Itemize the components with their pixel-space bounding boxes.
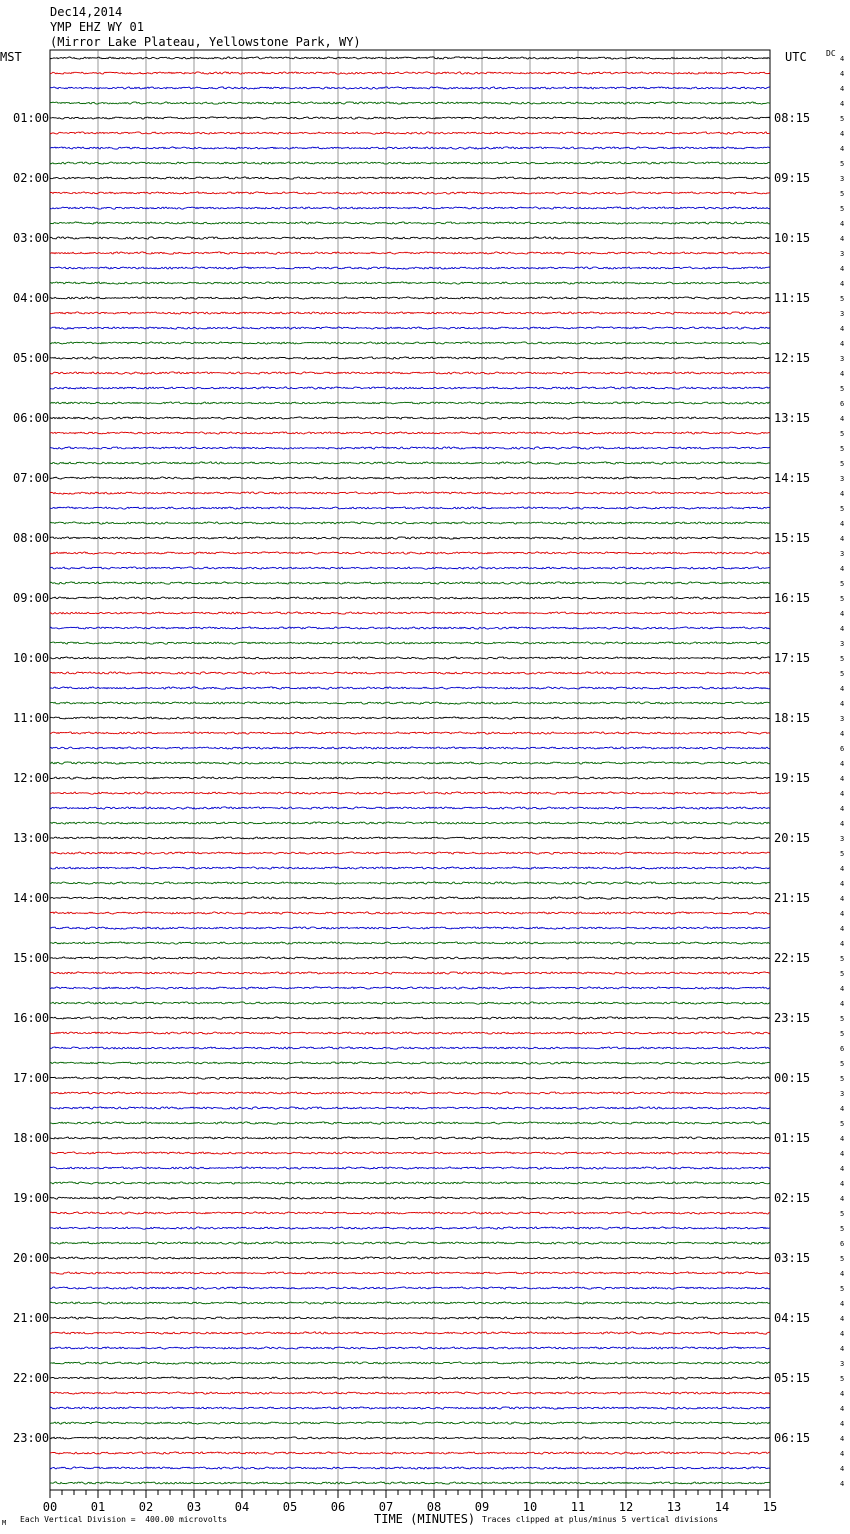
dc-offset-value: 5 [840, 955, 845, 963]
x-tick-label: 15 [762, 1500, 778, 1514]
dc-offset-value: 4 [840, 100, 845, 108]
seismic-trace [50, 867, 770, 869]
seismic-trace [50, 162, 770, 164]
utc-hour-label: 19:15 [774, 771, 811, 785]
seismic-trace [50, 282, 770, 284]
dc-offset-value: 4 [840, 1195, 845, 1203]
dc-offset-value: 5 [840, 160, 845, 168]
dc-offset-value: 4 [840, 940, 845, 948]
mst-hour-label: 05:00 [13, 351, 50, 365]
seismic-trace [50, 72, 770, 74]
dc-offset-value: 5 [840, 655, 845, 663]
mst-hour-label: 11:00 [13, 711, 50, 725]
seismic-trace [50, 1137, 770, 1139]
dc-offset-value: 5 [840, 295, 845, 303]
utc-hour-label: 14:15 [774, 471, 811, 485]
dc-offset-value: 4 [840, 235, 845, 243]
utc-hour-label: 06:15 [774, 1431, 811, 1445]
utc-hour-label: 16:15 [774, 591, 811, 605]
seismic-trace [50, 297, 770, 299]
seismic-trace [50, 687, 770, 689]
dc-offset-value: 3 [840, 355, 845, 363]
seismic-trace [50, 1257, 770, 1259]
dc-offset-value: 4 [840, 265, 845, 273]
dc-offset-value: 5 [840, 850, 845, 858]
seismic-trace [50, 132, 770, 134]
mst-hour-label: 01:00 [13, 111, 50, 125]
mst-hour-label: 03:00 [13, 231, 50, 245]
x-tick-label: 04 [234, 1500, 250, 1514]
seismic-trace [50, 312, 770, 314]
utc-hour-label: 21:15 [774, 891, 811, 905]
seismic-trace [50, 747, 770, 749]
seismic-trace [50, 942, 770, 944]
dc-offset-value: 3 [840, 475, 845, 483]
seismic-trace [50, 612, 770, 614]
seismic-trace [50, 207, 770, 209]
seismic-trace [50, 1062, 770, 1064]
dc-offset-value: 5 [840, 385, 845, 393]
seismic-trace [50, 1392, 770, 1394]
dc-offset-value: 5 [840, 1075, 845, 1083]
dc-offset-value: 5 [840, 580, 845, 588]
seismic-trace [50, 372, 770, 374]
utc-hour-label: 09:15 [774, 171, 811, 185]
mst-hour-label: 15:00 [13, 951, 50, 965]
utc-hour-label: 00:15 [774, 1071, 811, 1085]
seismic-trace [50, 192, 770, 194]
dc-offset-value: 4 [840, 1165, 845, 1173]
utc-hour-label: 10:15 [774, 231, 811, 245]
seismic-trace [50, 57, 770, 59]
dc-offset-value: 4 [840, 865, 845, 873]
dc-offset-value: 5 [840, 505, 845, 513]
mst-hour-label: 21:00 [13, 1311, 50, 1325]
dc-offset-value: 4 [840, 1150, 845, 1158]
seismic-trace [50, 1242, 770, 1244]
seismic-trace [50, 657, 770, 659]
utc-hour-label: 20:15 [774, 831, 811, 845]
seismic-trace [50, 1167, 770, 1169]
seismic-trace [50, 1197, 770, 1199]
mst-hour-label: 19:00 [13, 1191, 50, 1205]
seismic-trace [50, 567, 770, 569]
seismic-trace [50, 957, 770, 959]
local-timezone-label: MST [0, 50, 22, 64]
seismic-trace [50, 222, 770, 224]
dc-offset-value: 4 [840, 880, 845, 888]
dc-offset-value: 4 [840, 1270, 845, 1278]
dc-offset-value: 4 [840, 700, 845, 708]
dc-offset-value: 5 [840, 460, 845, 468]
dc-offset-value: 3 [840, 175, 845, 183]
seismic-trace [50, 882, 770, 884]
utc-hour-label: 18:15 [774, 711, 811, 725]
mst-hour-label: 12:00 [13, 771, 50, 785]
mst-hour-label: 13:00 [13, 831, 50, 845]
seismic-trace [50, 327, 770, 329]
dc-offset-value: 4 [840, 130, 845, 138]
utc-hour-label: 05:15 [774, 1371, 811, 1385]
dc-offset-value: 4 [840, 1300, 845, 1308]
dc-offset-value: 4 [840, 820, 845, 828]
dc-offset-value: 3 [840, 715, 845, 723]
utc-hour-label: 17:15 [774, 651, 811, 665]
seismic-trace [50, 1422, 770, 1424]
dc-offset-value: 4 [840, 610, 845, 618]
clip-note: Traces clipped at plus/minus 5 vertical divisions [482, 1515, 719, 1524]
dc-offset-header: DC [826, 49, 836, 58]
mst-hour-label: 02:00 [13, 171, 50, 185]
seismic-trace [50, 492, 770, 494]
mst-hour-label: 16:00 [13, 1011, 50, 1025]
seismic-trace [50, 1467, 770, 1469]
seismic-trace [50, 897, 770, 899]
seismic-trace [50, 1212, 770, 1214]
dc-offset-value: 5 [840, 595, 845, 603]
mst-hour-label: 06:00 [13, 411, 50, 425]
utc-hour-label: 12:15 [774, 351, 811, 365]
dc-offset-value: 4 [840, 520, 845, 528]
seismic-trace [50, 387, 770, 389]
seismic-trace [50, 1347, 770, 1349]
seismic-trace [50, 1182, 770, 1184]
dc-offset-value: 4 [840, 910, 845, 918]
dc-offset-value: 4 [840, 565, 845, 573]
seismic-trace [50, 432, 770, 434]
seismic-trace [50, 462, 770, 464]
seismic-trace [50, 1092, 770, 1094]
dc-offset-value: 4 [840, 55, 845, 63]
seismic-trace [50, 987, 770, 989]
dc-offset-value: 4 [840, 625, 845, 633]
dc-offset-value: 3 [840, 250, 845, 258]
dc-offset-value: 4 [840, 1180, 845, 1188]
dc-offset-value: 4 [840, 1330, 845, 1338]
seismic-trace [50, 1362, 770, 1364]
mst-hour-label: 18:00 [13, 1131, 50, 1145]
x-tick-label: 07 [378, 1500, 394, 1514]
seismic-trace [50, 237, 770, 239]
seismic-trace [50, 717, 770, 719]
dc-offset-value: 4 [840, 1315, 845, 1323]
seismic-trace [50, 447, 770, 449]
dc-offset-value: 5 [840, 205, 845, 213]
dc-offset-value: 4 [840, 1000, 845, 1008]
dc-offset-value: 3 [840, 310, 845, 318]
dc-offset-value: 4 [840, 220, 845, 228]
seismic-trace [50, 1302, 770, 1304]
dc-offset-value: 5 [840, 1030, 845, 1038]
dc-offset-value: 5 [840, 115, 845, 123]
seismic-trace [50, 702, 770, 704]
dc-offset-value: 4 [840, 1465, 845, 1473]
dc-offset-value: 4 [840, 1135, 845, 1143]
seismic-trace [50, 822, 770, 824]
seismic-trace [50, 762, 770, 764]
utc-hour-label: 23:15 [774, 1011, 811, 1025]
utc-hour-label: 08:15 [774, 111, 811, 125]
dc-offset-value: 4 [840, 1480, 845, 1488]
dc-offset-value: 4 [840, 775, 845, 783]
dc-offset-value: 4 [840, 340, 845, 348]
dc-offset-value: 5 [840, 1285, 845, 1293]
utc-hour-label: 02:15 [774, 1191, 811, 1205]
dc-offset-value: 4 [840, 70, 845, 78]
seismic-trace [50, 522, 770, 524]
seismic-trace [50, 177, 770, 179]
dc-offset-value: 4 [840, 85, 845, 93]
dc-offset-value: 4 [840, 1105, 845, 1113]
seismic-trace [50, 927, 770, 929]
seismic-trace [50, 1332, 770, 1334]
dc-offset-value: 4 [840, 325, 845, 333]
seismic-trace [50, 267, 770, 269]
seismic-trace [50, 912, 770, 914]
dc-offset-value: 3 [840, 640, 845, 648]
seismic-trace [50, 402, 770, 404]
dc-offset-value: 3 [840, 1090, 845, 1098]
mst-hour-label: 23:00 [13, 1431, 50, 1445]
dc-offset-value: 5 [840, 1015, 845, 1023]
seismic-trace [50, 777, 770, 779]
seismic-trace [50, 1452, 770, 1454]
seismic-trace [50, 1152, 770, 1154]
dc-offset-value: 5 [840, 1210, 845, 1218]
seismic-trace [50, 102, 770, 104]
x-tick-label: 14 [714, 1500, 730, 1514]
seismic-trace [50, 1407, 770, 1409]
dc-offset-value: 5 [840, 190, 845, 198]
dc-offset-value: 4 [840, 490, 845, 498]
seismic-trace [50, 1017, 770, 1019]
utc-hour-label: 15:15 [774, 531, 811, 545]
seismic-trace [50, 1437, 770, 1439]
dc-offset-value: 4 [840, 370, 845, 378]
seismic-trace [50, 627, 770, 629]
mst-hour-label: 17:00 [13, 1071, 50, 1085]
dc-offset-value: 4 [840, 760, 845, 768]
dc-offset-value: 5 [840, 445, 845, 453]
utc-hour-label: 11:15 [774, 291, 811, 305]
dc-offset-value: 6 [840, 400, 845, 408]
dc-offset-value: 4 [840, 895, 845, 903]
dc-offset-value: 4 [840, 415, 845, 423]
mst-hour-label: 07:00 [13, 471, 50, 485]
dc-offset-value: 3 [840, 835, 845, 843]
dc-offset-value: 5 [840, 670, 845, 678]
mst-hour-label: 22:00 [13, 1371, 50, 1385]
seismic-trace [50, 417, 770, 419]
seismic-trace [50, 1047, 770, 1049]
dc-offset-value: 5 [840, 1120, 845, 1128]
seismic-trace [50, 87, 770, 89]
dc-offset-value: 6 [840, 1045, 845, 1053]
dc-offset-value: 4 [840, 280, 845, 288]
dc-offset-value: 4 [840, 925, 845, 933]
dc-offset-value: 3 [840, 550, 845, 558]
seismic-trace [50, 597, 770, 599]
x-tick-label: 06 [330, 1500, 346, 1514]
dc-offset-value: 5 [840, 1255, 845, 1263]
seismic-trace [50, 972, 770, 974]
dc-offset-value: 4 [840, 730, 845, 738]
dc-offset-value: 4 [840, 805, 845, 813]
seismic-trace [50, 732, 770, 734]
seismic-trace [50, 672, 770, 674]
seismic-trace [50, 1272, 770, 1274]
seismic-trace [50, 1107, 770, 1109]
dc-offset-value: 4 [840, 1405, 845, 1413]
seismic-trace [50, 537, 770, 539]
seismic-trace [50, 357, 770, 359]
plot-date: Dec14,2014 [50, 5, 123, 19]
mst-hour-label: 20:00 [13, 1251, 50, 1265]
x-tick-label: 12 [618, 1500, 634, 1514]
x-axis-label: TIME (MINUTES) [374, 1512, 476, 1526]
seismic-trace [50, 1002, 770, 1004]
x-tick-label: 00 [42, 1500, 58, 1514]
x-tick-label: 05 [282, 1500, 298, 1514]
seismic-trace [50, 1377, 770, 1379]
x-tick-label: 13 [666, 1500, 682, 1514]
seismic-trace [50, 1227, 770, 1229]
mst-hour-label: 09:00 [13, 591, 50, 605]
dc-offset-value: 4 [840, 535, 845, 543]
dc-offset-value: 4 [840, 985, 845, 993]
footer-mark: M [2, 1519, 7, 1527]
dc-offset-value: 4 [840, 145, 845, 153]
utc-hour-label: 01:15 [774, 1131, 811, 1145]
dc-offset-value: 4 [840, 1435, 845, 1443]
mst-hour-label: 14:00 [13, 891, 50, 905]
dc-offset-value: 4 [840, 1450, 845, 1458]
seismic-trace [50, 507, 770, 509]
dc-offset-value: 6 [840, 745, 845, 753]
seismic-trace [50, 117, 770, 119]
x-tick-label: 11 [570, 1500, 586, 1514]
dc-offset-value: 5 [840, 430, 845, 438]
dc-offset-value: 6 [840, 1240, 845, 1248]
dc-offset-value: 4 [840, 790, 845, 798]
x-tick-label: 10 [522, 1500, 538, 1514]
seismic-trace [50, 1032, 770, 1034]
seismic-trace [50, 792, 770, 794]
seismic-trace [50, 252, 770, 254]
seismic-trace [50, 1287, 770, 1289]
dc-offset-value: 5 [840, 1060, 845, 1068]
seismic-trace [50, 642, 770, 644]
seismic-trace [50, 837, 770, 839]
mst-hour-label: 10:00 [13, 651, 50, 665]
seismic-trace [50, 1122, 770, 1124]
station-location: (Mirror Lake Plateau, Yellowstone Park, WY) [50, 35, 361, 49]
seismic-trace [50, 477, 770, 479]
utc-hour-label: 03:15 [774, 1251, 811, 1265]
mst-hour-label: 04:00 [13, 291, 50, 305]
utc-timezone-label: UTC [785, 50, 807, 64]
x-tick-label: 01 [90, 1500, 106, 1514]
x-tick-label: 03 [186, 1500, 202, 1514]
dc-offset-value: 3 [840, 1360, 845, 1368]
seismic-trace [50, 807, 770, 809]
x-tick-label: 02 [138, 1500, 154, 1514]
utc-hour-label: 04:15 [774, 1311, 811, 1325]
x-tick-label: 09 [474, 1500, 490, 1514]
utc-hour-label: 22:15 [774, 951, 811, 965]
dc-offset-value: 4 [840, 1420, 845, 1428]
dc-offset-value: 5 [840, 1225, 845, 1233]
dc-offset-value: 5 [840, 970, 845, 978]
x-tick-label: 08 [426, 1500, 442, 1514]
seismic-trace [50, 1077, 770, 1079]
scale-note: Each Vertical Division = 400.00 microvolts [20, 1515, 228, 1524]
seismic-trace [50, 552, 770, 554]
station-id: YMP EHZ WY 01 [50, 20, 144, 34]
utc-hour-label: 13:15 [774, 411, 811, 425]
dc-offset-value: 4 [840, 1390, 845, 1398]
dc-offset-value: 4 [840, 685, 845, 693]
seismic-trace [50, 1482, 770, 1484]
mst-hour-label: 08:00 [13, 531, 50, 545]
dc-offset-value: 4 [840, 1345, 845, 1353]
seismic-trace [50, 1317, 770, 1319]
seismic-trace [50, 852, 770, 854]
seismic-trace [50, 342, 770, 344]
seismic-trace [50, 147, 770, 149]
dc-offset-value: 5 [840, 1375, 845, 1383]
seismic-trace [50, 582, 770, 584]
